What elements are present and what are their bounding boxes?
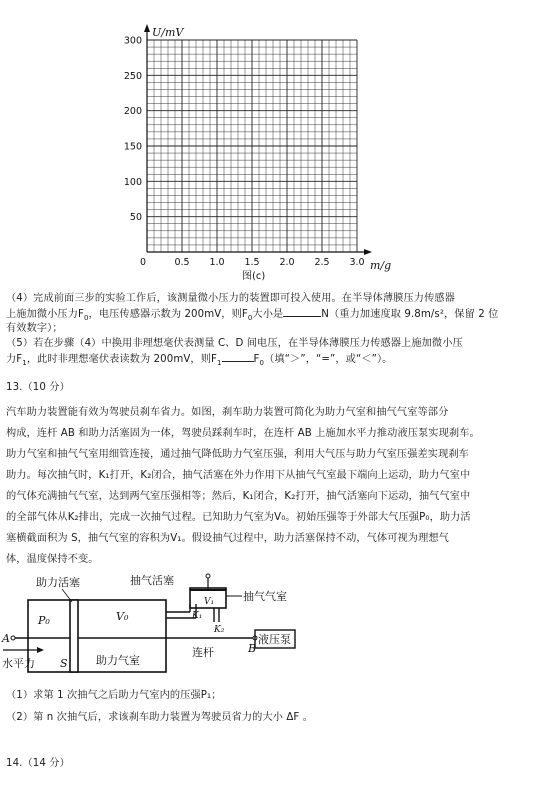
brake-diagram [0,572,330,684]
label-booster-piston: 助力活塞 [36,576,80,589]
label-a: A [2,632,10,645]
problem14-header: 14.（14 分） [6,758,70,769]
x-tick-labels [140,257,365,268]
x-tick-label: 2.0 [279,257,295,268]
pump-handle [206,574,210,578]
y-axis-label: U/mV [152,26,184,39]
y-tick-labels [124,36,142,224]
x-tick-label: 0 [139,257,147,268]
q4-line2: 上施加微小压力$F_0$，电压传感器示数为 200mV，则$F_0$大小是 N（重力加速度取 9.8m/s²，保留 2 位 [6,306,498,326]
problem13-body [6,402,480,570]
p13-q2: （2）第 n 次抽气后，求该刹车助力装置为驾驶员省力的大小 ΔF 。 [6,712,313,723]
p13-line: 塞横截面积为 S，抽气气室的容积为V₁。假设抽气过程中，助力活塞保持不动，气体可视为理想气 [6,533,449,544]
graph-figure [100,14,400,284]
q4-line1: （4）完成前面三步的实验工作后，该测量微小压力的装置即可投入使用。在半导体薄膜压力传感器 [6,293,455,304]
q5-text-c: F [253,354,260,365]
q4-text-a: 上施加微小压力F [6,309,84,320]
q4-text-c: 大小是 [252,309,284,320]
label-pump-chamber: 抽气气室 [243,590,287,603]
label-hydraulic-pump: 液压泵 [258,633,291,646]
x-tick-label: 3.0 [349,257,365,268]
p13-line: 助力气室和抽气气室用细管连接，通过抽气降低助力气室压强，利用大气压与助力气室压强差实现刹车 [6,449,469,460]
y-tick-label: 100 [123,176,142,188]
force-arrowhead [37,647,44,653]
p13-line: 汽车助力装置能有效为驾驶员刹车省力。如图，刹车助力装置可简化为助力气室和抽气气室等部分 [6,407,449,418]
q4-text-b: ，电压传感器示数为 200mV，则F [88,309,248,320]
figure-caption: 图(c) [242,271,266,282]
y-axis-arrow [144,24,150,32]
grid-lines [147,40,357,252]
answer-blank-1[interactable] [283,306,321,317]
x-axis-label: m/g [370,259,392,272]
q5-text-b: ，此时非理想毫伏表读数为 200mV，则F [26,354,217,365]
brake-diagram-svg [0,572,330,684]
label-k1: K₁ [192,611,203,621]
y-tick-label: 50 [129,212,142,224]
p13-line: 体，温度保持不变。 [6,554,99,565]
answer-blank-2[interactable] [222,351,254,362]
label-v1: V₁ [204,597,215,607]
label-horizontal-force: 水平力 [2,657,35,670]
y-tick-label: 150 [123,141,142,153]
q5-line2: 力$F_1$，此时非理想毫伏表读数为 200mV，则$F_1$ $F_0$（填“＞”，“=”，或“＜”）。 [6,351,392,371]
q5-line1: （5）若在步骤（4）中换用非理想毫伏表测量 C、D 间电压，在半导体薄膜压力传感器上施加微小压 [6,338,463,349]
y-tick-label: 300 [123,35,142,47]
q5-text-a: 力F [6,354,23,365]
x-tick-label: 0.5 [174,257,190,268]
label-booster-chamber: 助力气室 [96,654,140,667]
q4-text-d: N（重力加速度取 9.8m/s²，保留 2 位 [321,309,499,320]
label-rod: 连杆 [192,646,214,659]
x-tick-label: 1.0 [209,257,225,268]
p13-line: 助力。每次抽气时，K₁打开，K₂闭合，抽气活塞在外力作用下从抽气气室最下端向上运动，助力气室中 [6,470,471,481]
y-tick-label: 250 [123,70,142,82]
p13-line: 的全部气体从K₂排出，完成一次抽气过程。已知助力气室为V₀。初始压强等于外部大气压强P₀，助力活 [6,512,471,523]
point-a [11,636,15,640]
label-p0: P₀ [38,614,50,627]
p13-q1: （1）求第 1 次抽气之后助力气室内的压强P₁； [6,690,222,701]
q4-line3: 有效数字）； [6,323,63,334]
x-tick-label: 2.5 [314,257,330,268]
x-axis-arrow [364,249,372,255]
label-v0: V₀ [116,610,129,623]
problem13-header: 13.（10 分） [6,382,70,393]
label-s: S [60,657,68,670]
booster-piston [70,600,78,672]
grid-chart [100,14,400,284]
x-tick-label: 1.5 [244,257,260,268]
q5-text-d: （填“＞”，“=”，或“＜”）。 [264,354,393,365]
p13-line: 的气体充满抽气气室，达到两气室压强相等；然后，K₁闭合，K₂打开，抽气活塞向下运动，抽气气室中 [6,491,471,502]
p13-line: 构成，连杆 AB 和助力活塞固为一体，驾驶员踩刹车时，在连杆 AB 上施加水平力推动液压泵实现刹车。 [6,428,480,439]
label-k2: K₂ [214,625,225,635]
label-b: B [248,642,257,655]
y-tick-label: 200 [123,106,142,118]
label-pump-piston: 抽气活塞 [130,574,174,587]
